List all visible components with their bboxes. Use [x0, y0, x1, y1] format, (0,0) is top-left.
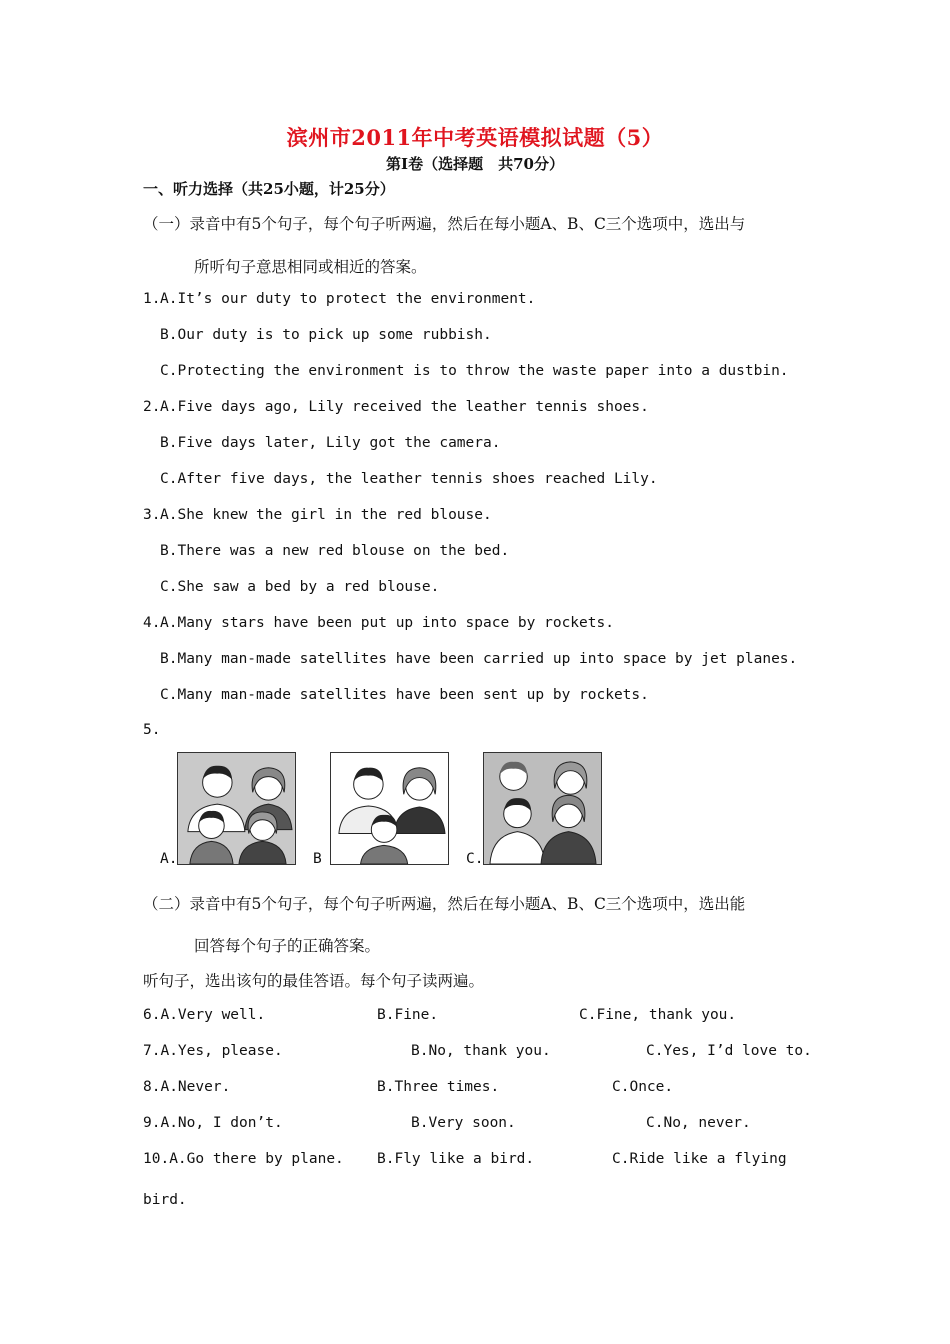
paper-subtitle: 第Ⅰ卷（选择题 共70分）: [386, 155, 564, 173]
picture-label-b: B: [313, 851, 322, 867]
page-title: 滨州市2011年中考英语模拟试题（5）: [286, 125, 664, 150]
option-b: B.Five days later, Lily got the camera.: [160, 435, 501, 451]
picture-label-c: C.: [466, 851, 484, 867]
option-c: C.Protecting the environment is to throw the waste paper into a dustbin.: [160, 363, 789, 379]
answer-option-c: C.No, never.: [646, 1115, 751, 1131]
answer-option-a: 8.A.Never.: [143, 1079, 231, 1095]
question-number: 2.: [143, 399, 161, 415]
family-picture-c: [483, 752, 602, 865]
part1-instruction: （一）录音中有5个句子，每个句子听两遍，然后在每小题A、B、C三个选项中，选出与: [143, 215, 746, 233]
picture-label-a: A.: [160, 851, 178, 867]
part2-note: 听句子，选出该句的最佳答语。每个句子读两遍。: [143, 972, 485, 990]
answer-option-c: C.Fine, thank you.: [579, 1007, 737, 1023]
answer-option-b: B.Three times.: [377, 1079, 500, 1095]
answer-option-b: B.Very soon.: [411, 1115, 516, 1131]
part2-instruction-cont: 回答每个句子的正确答案。: [194, 937, 381, 955]
option-a: A.Five days ago, Lily received the leather tennis shoes.: [160, 399, 649, 415]
option-c: C.She saw a bed by a red blouse.: [160, 579, 440, 595]
option-b: B.Many man-made satellites have been carried up into space by jet planes.: [160, 651, 798, 667]
part2-instruction: （二）录音中有5个句子，每个句子听两遍，然后在每小题A、B、C三个选项中，选出能: [143, 895, 746, 913]
question-number: 4.: [143, 615, 161, 631]
option-a: A.Many stars have been put up into space by rockets.: [160, 615, 614, 631]
answer-option-b: B.Fine.: [377, 1007, 439, 1023]
answer-option-b: B.No, thank you.: [411, 1043, 551, 1059]
answer-option-a: 7.A.Yes, please.: [143, 1043, 283, 1059]
answer-option-a: 10.A.Go there by plane.: [143, 1151, 344, 1167]
question-number: 5.: [143, 722, 161, 738]
family-picture-b: [330, 752, 449, 865]
answer-option-c: C.Yes, I’d love to.: [646, 1043, 812, 1059]
option-a: A.She knew the girl in the red blouse.: [160, 507, 492, 523]
option-c: C.After five days, the leather tennis shoes reached Lily.: [160, 471, 658, 487]
answer-option-a: 6.A.Very well.: [143, 1007, 266, 1023]
answer-option-c-continued: bird.: [143, 1192, 187, 1208]
option-b: B.Our duty is to pick up some rubbish.: [160, 327, 492, 343]
option-a: A.It’s our duty to protect the environment.: [160, 291, 536, 307]
part1-instruction-cont: 所听句子意思相同或相近的答案。: [194, 258, 427, 276]
answer-option-b: B.Fly like a bird.: [377, 1151, 535, 1167]
option-c: C.Many man-made satellites have been sent up by rockets.: [160, 687, 649, 703]
section-heading: 一、听力选择（共25小题，计25分）: [143, 180, 395, 198]
question-number: 1.: [143, 291, 161, 307]
option-b: B.There was a new red blouse on the bed.: [160, 543, 510, 559]
answer-option-a: 9.A.No, I don’t.: [143, 1115, 283, 1131]
answer-option-c: C.Ride like a flying: [612, 1151, 787, 1167]
question-number: 3.: [143, 507, 161, 523]
family-picture-a: [177, 752, 296, 865]
answer-option-c: C.Once.: [612, 1079, 674, 1095]
